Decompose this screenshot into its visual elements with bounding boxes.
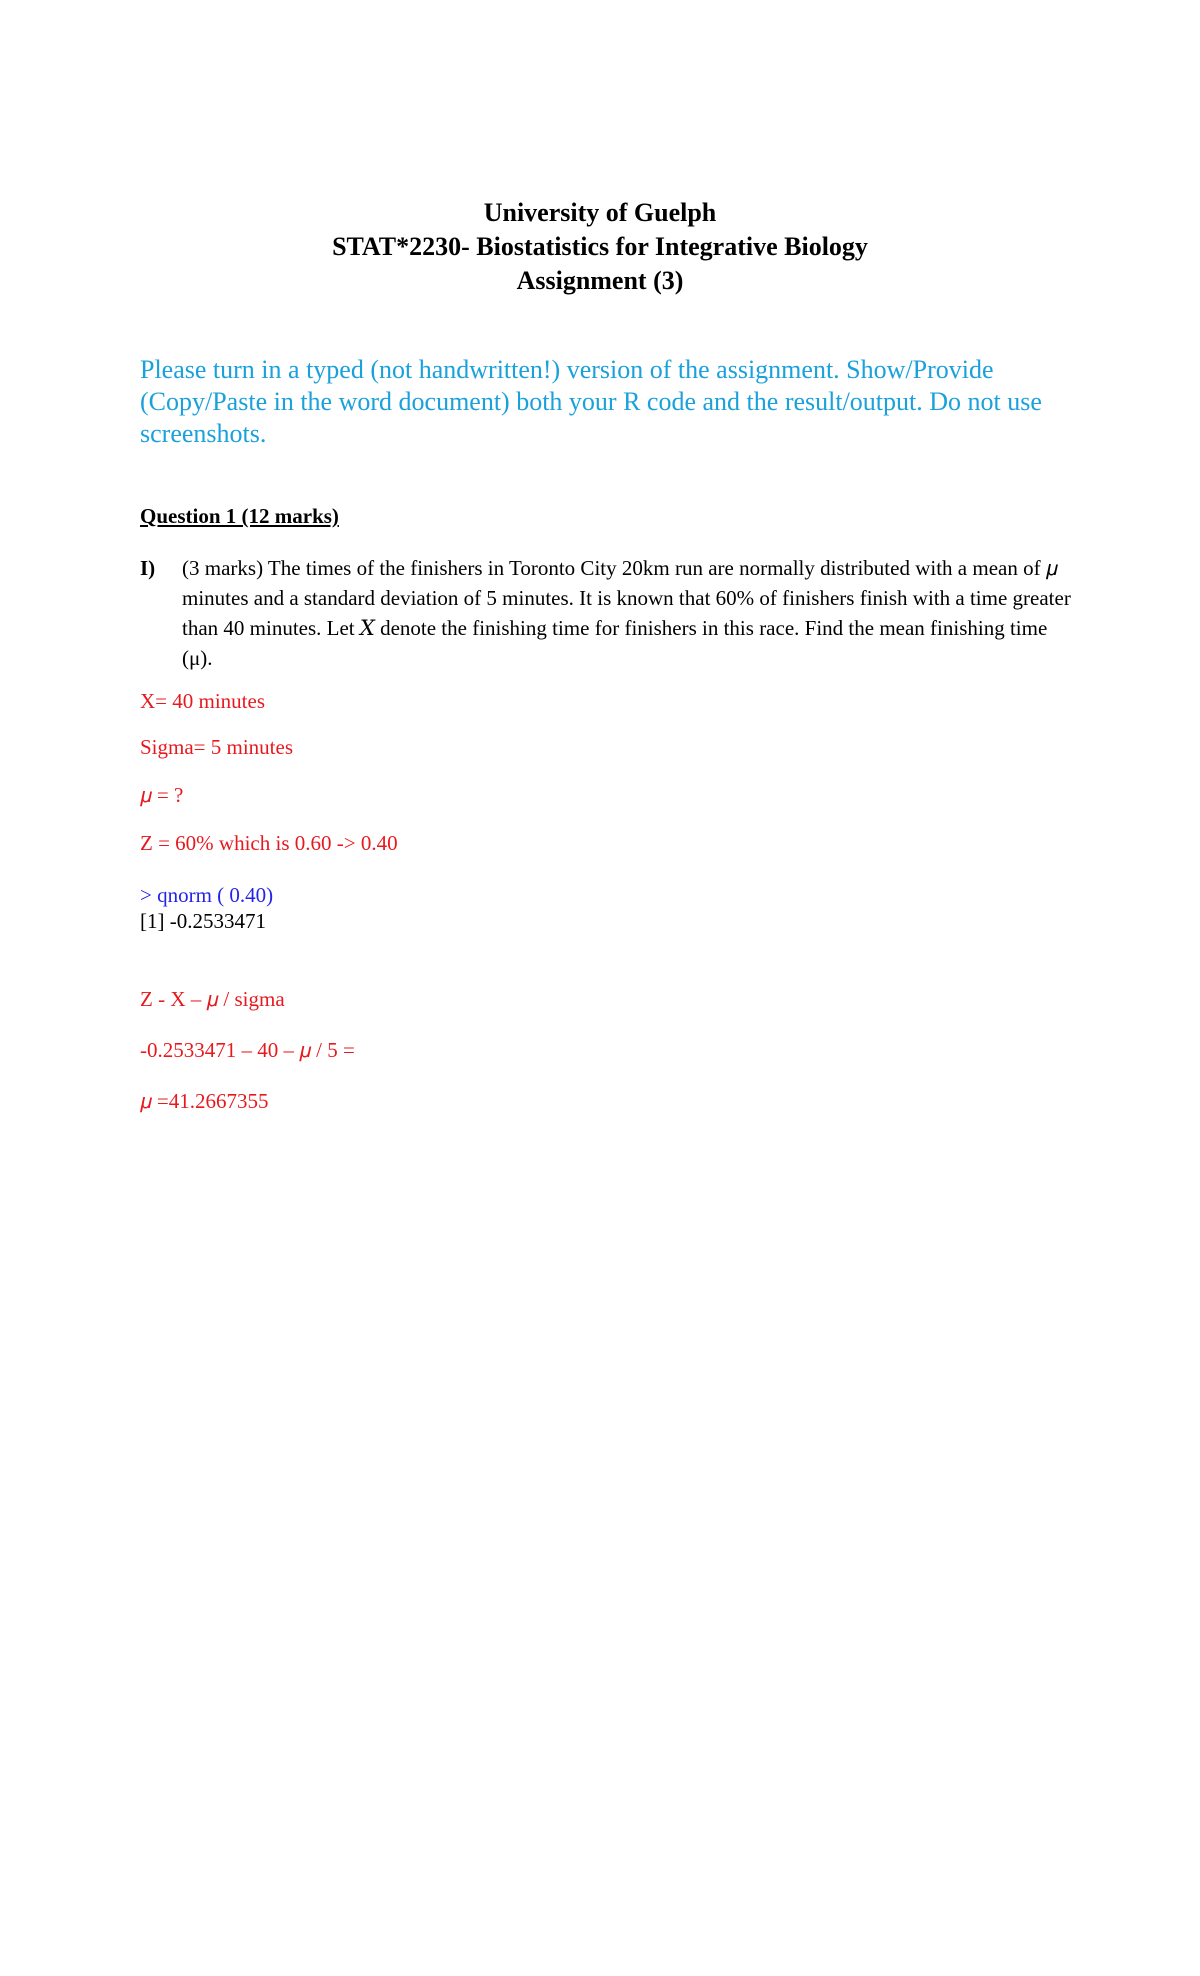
- course-title: STAT*2230- Biostatistics for Integrative Biology: [332, 232, 868, 261]
- r-output: [1] -0.2533471: [140, 909, 266, 933]
- part-i-text: (3 marks) The times of the finishers in Toronto City 20km run are normally distributed with a mean of 𝜇 minutes and a standard deviation of 5 minutes. It is known that 60% of finishers finish with a time greater than 40 minutes. Let 𝑋 denote the finishing time for finishers in this race. Find the mean finishing time (μ).: [182, 556, 1071, 670]
- question-1-heading: Question 1 (12 marks): [140, 504, 339, 528]
- answer-mu-unknown: 𝜇 = ?: [140, 783, 184, 807]
- question-1-part-i: [140, 553, 1080, 673]
- assignment-title: Assignment (3): [516, 266, 684, 295]
- answer-x-value: X= 40 minutes: [140, 689, 266, 713]
- r-command: > qnorm ( 0.40): [140, 883, 274, 907]
- university-name: University of Guelph: [483, 198, 717, 227]
- answer-formula: Z - X – 𝜇 / sigma: [140, 987, 285, 1011]
- submission-instructions: Please turn in a typed (not handwritten!) version of the assignment. Show/Provide (Copy/Paste in the word document) both your R code and the result/output. Do not use screenshots.: [140, 355, 1042, 448]
- answer-z-value: Z = 60% which is 0.60 -> 0.40: [140, 831, 398, 855]
- answer-result: 𝜇 =41.2667355: [140, 1089, 269, 1113]
- answer-sigma-value: Sigma= 5 minutes: [140, 735, 294, 759]
- part-label: I): [140, 556, 156, 580]
- answer-substitution: -0.2533471 – 40 – 𝜇 / 5 =: [140, 1038, 355, 1062]
- document-header: [0, 196, 1200, 298]
